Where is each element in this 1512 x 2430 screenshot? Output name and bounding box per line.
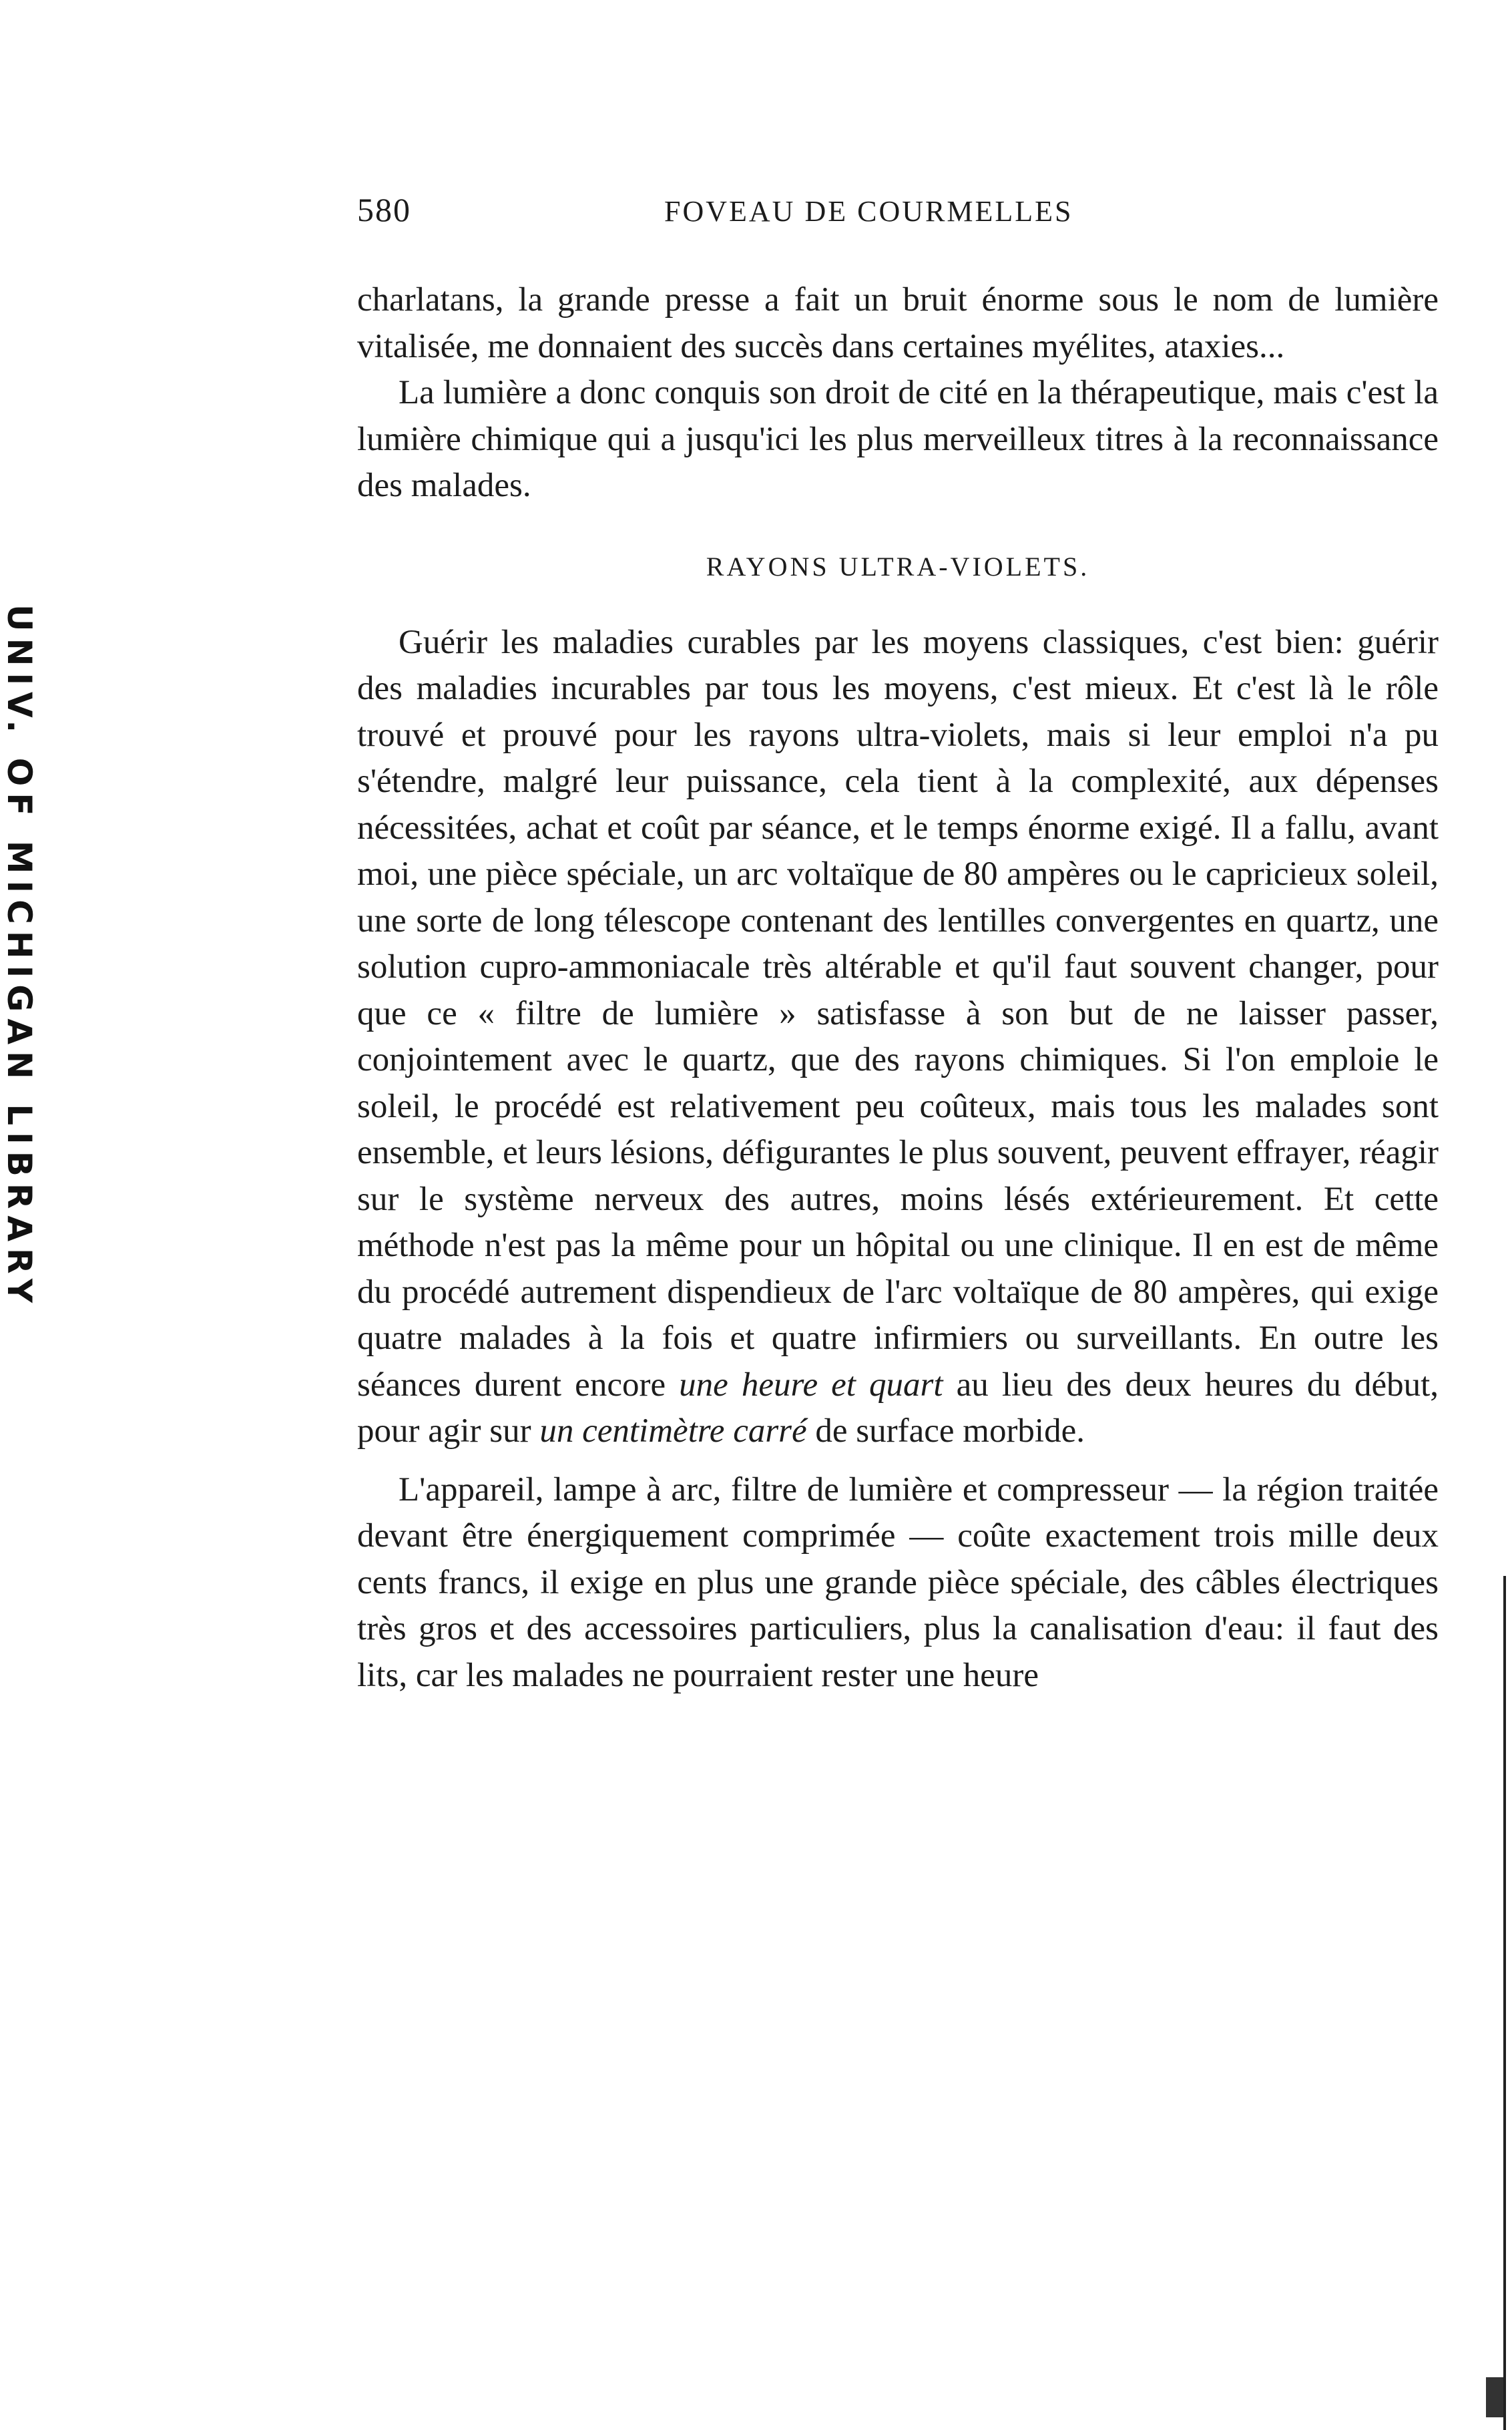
section-heading: RAYONS ULTRA-VIOLETS. [706, 551, 1090, 582]
paragraph-ultraviolet-text-1: Guérir les maladies curables par les moyens classiques, c'est bien: guérir des maladies incurables par tous les moyens, c'est mieux. Et c'est là le rôle trouvé et prouvé pour les rayons ultra-violets, mais si leur emploi n'a pu s'étendre, malgré leur puissance, cela tient à la complexité, aux dépenses nécessitées, achat et coût par séance, et le temps énorme exigé. Il a fallu, avant moi, une pièce spéciale, un arc voltaïque de 80 ampères ou le capricieux soleil, une sorte de long télescope contenant des lentilles convergentes en quartz, une solution cupro-ammoniacale très altérable et qu'il faut souvent changer, pour que ce « filtre de lumière » satisfasse à son but de ne laisser passer, conjointement avec le quartz, que des rayons chimiques. Si l'on emploie le soleil, le procédé est relativement peu coûteux, mais tous les malades sont ensemble, et leurs lésions, défigurantes le plus souvent, peuvent effrayer, réagir sur le système nerveux des autres, moins lésés extérieurement. Et cette méthode n'est pas la même pour un hôpital ou une clinique. Il en est de même du procédé autrement dispendieux de l'arc voltaïque de 80 ampères, qui exige quatre malades à la fois et quatre infirmiers ou surveillants. En outre les séances durent encore [357, 623, 1439, 1404]
body-text [357, 277, 1439, 1699]
italic-surface: un centimètre carré [539, 1412, 807, 1450]
italic-duration: une heure et quart [679, 1366, 943, 1404]
running-head [357, 190, 1439, 237]
book-page [357, 190, 1439, 1699]
paragraph-continued: charlatans, la grande presse a fait un bruit énorme sous le nom de lumière vitalisée, me donnaient des succès dans certaines myélites, ataxies... [357, 281, 1439, 365]
library-stamp [0, 604, 49, 1586]
paragraph-ultraviolet-text-2: au lieu des deux heures du début, pour agir sur [357, 1366, 1439, 1450]
page-edge-line [1503, 1576, 1506, 2430]
page-edge-mark [1486, 2377, 1503, 2417]
library-stamp-text: UNIV. OF MICHIGAN LIBRARY [0, 604, 39, 1310]
page-number: 580 [357, 191, 411, 228]
paragraph-ultraviolet-text-3: de surface morbide. [806, 1412, 1085, 1450]
paragraph-ultraviolet [357, 620, 1439, 1455]
running-title: FOVEAU DE COURMELLES [664, 195, 1073, 228]
paragraph-therapeutics: La lumière a donc conquis son droit de cité en la thérapeutique, mais c'est la lumière chimique qui a jusqu'ici les plus merveilleux titres à la reconnaissance des malades. [357, 374, 1439, 504]
paragraph-apparatus: L'appareil, lampe à arc, filtre de lumière et compresseur — la région traitée devant être énergiquement comprimée — coûte exactement trois mille deux cents francs, il exige en plus une grande pièce spéciale, des câbles électriques très gros et des accessoires particuliers, plus la canalisation d'eau: il faut des lits, car les malades ne pourraient rester une heure [357, 1470, 1439, 1694]
paragraph-gap [357, 1455, 1439, 1467]
